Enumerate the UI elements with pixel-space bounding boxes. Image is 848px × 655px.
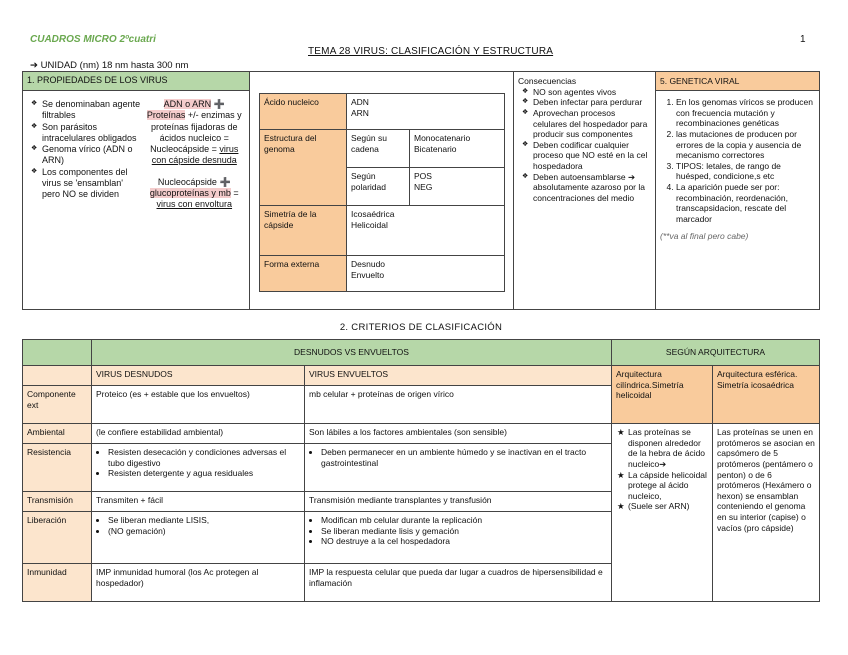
structure-value: ADN ARN [347,94,505,130]
composition-glyco: glucoproteínas y mb [149,187,231,198]
structure-label: Ácido nucleico [260,94,347,130]
list-item: ❖ Genoma vírico (ADN o ARN) [42,144,142,167]
list-item: ❖ NO son agentes vivos [533,87,651,98]
section5-title: 5. GENETICA VIRAL [656,72,819,91]
list-item: ❖ Deben infectar para perdurar [533,97,651,108]
consequences-box [514,71,656,310]
list-item: • NO destruye a la cel hospedadora [321,536,607,547]
cell-enveloped: IMP la respuesta celular que pueda dar lugar a cuadros de hipersensibilidad e inflamación [305,564,612,602]
composition-naked: virus con cápside desnuda [151,144,239,166]
list-item: ❖ Deben codificar cualquier proceso que NO esté en la cel hospedadora [533,140,651,172]
list-item: 3. TIPOS: letales, de rango de huésped, condicione,s etc [676,161,815,182]
structure-box [250,71,514,310]
composition-nucleocapsid: Nucleocápside [157,176,217,187]
list-item: ★ Las proteínas se disponen alrededor de la hebra de ácido nucleico➔ [628,427,708,470]
plus-icon: ➕ [219,176,231,187]
structure-label: Estructura del genoma [260,130,347,206]
list-item: ★ (Suele ser ARN) [628,501,708,512]
composition-text: +/- enzimas y proteínas fijadoras de ácidos nucleico = Nucleocápside = [150,110,242,154]
row-label: Transmisión [23,492,92,512]
section1-bullets [27,99,142,210]
list-item: ❖ Deben autoensamblarse ➔ absolutamente azaroso por la concentraciones del medio [533,172,651,204]
cell-enveloped: mb celular + proteínas de origen vírico [305,386,612,424]
cell-naked: Proteico (es + estable que los envueltos) [92,386,305,424]
list-item: • Resisten detergente y agua residuales [108,468,300,479]
cell-enveloped [305,444,612,492]
structure-sublabel: Según polaridad [347,168,410,206]
structure-value: POS NEG [410,168,505,206]
composition-enveloped: virus con envoltura [156,199,233,209]
section1-box [22,71,250,310]
list-item: • Resisten desecación y condiciones adversas el tubo digestivo [108,447,300,468]
composition-genome: ADN o ARN [163,99,212,109]
cell-naked [92,444,305,492]
structure-sublabel: Según su cadena [347,130,410,168]
list-item: • Modifican mb celular durante la replicación [321,515,607,526]
cell-cylindrical [612,424,713,602]
row-label: Componente ext [23,386,92,424]
cell-naked [92,512,305,564]
composition-eq: = [230,187,239,198]
cell-enveloped: Son lábiles a los factores ambientales (son sensible) [305,424,612,444]
section1-composition [142,99,245,210]
section5-box [656,71,820,310]
header-architecture: SEGÚN ARQUITECTURA [612,340,820,366]
structure-value: Icosaédrica Helicoidal [347,206,505,256]
list-item: 4. La aparición puede ser por: recombinación, reordenación, transcapsidacion, rescate del marcador [676,182,815,225]
row-label: Ambiental [23,424,92,444]
plus-icon: ➕ [213,99,225,109]
cell-enveloped: Transmisión mediante transplantes y transfusión [305,492,612,512]
list-item: • Se liberan mediante lisis y gemación [321,526,607,537]
structure-table [259,93,505,292]
structure-value: Monocatenario Bicatenario [410,130,505,168]
header-naked-vs-enveloped: DESNUDOS VS ENVUELTOS [92,340,612,366]
section5-note: (**va al final pero cabe) [660,230,749,241]
structure-label: Forma externa [260,256,347,292]
list-item: ❖ Los componentes del virus se 'ensamblan' pero NO se dividen [42,167,142,201]
list-item: • (NO gemación) [108,526,300,537]
unit-line: ➔ UNIDAD (nm) 18 nm hasta 300 nm [30,60,189,71]
doc-label: CUADROS MICRO 2ºcuatri [30,34,156,45]
composition-proteins: Proteínas [146,110,186,121]
list-item: • Deben permanecer en un ambiente húmedo y se inactivan en el tracto gastrointestinal [321,447,607,468]
structure-label: Simetría de la cápside [260,206,347,256]
list-item: • Se liberan mediante LISIS, [108,515,300,526]
col-spherical: Arquitectura esférica. Simetría icosaédrica [713,366,820,424]
list-item: 2. las mutaciones de producen por errores de la copia y ausencia de mecanismo correctores [676,129,815,161]
row-label: Liberación [23,512,92,564]
list-item: ❖ Se denominaban agente filtrables [42,99,142,122]
section1-title: 1. PROPIEDADES DE LOS VIRUS [23,72,249,91]
list-item: 1. En los genomas víricos se producen con frecuencia mutación y recombinaciones genéticas [676,97,815,129]
page-number: 1 [800,34,806,45]
cell-naked: (le confiere estabilidad ambiental) [92,424,305,444]
col-naked: VIRUS DESNUDOS [92,366,305,386]
list-item: ❖ Son parásitos intracelulares obligados [42,122,142,145]
consequences-title: Consecuencias [518,76,577,86]
cell-naked: IMP inmunidad humoral (los Ac protegen al hospedador) [92,564,305,602]
list-item: ★ La cápside helicoidal protege al ácido nucleico, [628,470,708,502]
col-cylindrical: Arquitectura cilíndrica.Simetría helicoidal [612,366,713,424]
classification-table [22,339,820,602]
row-label: Resistencia [23,444,92,492]
cell-spherical: Las proteínas se unen en protómeros se asocian en capsómero de 5 protómeros (pentámero o penton) o de 6 protómeros (Hexámero o hexon) se ensamblan conteniendo el genoma en su interior (capise) o vacíos (pro cápside) [713,424,820,602]
cell-naked: Transmiten + fácil [92,492,305,512]
structure-value: Desnudo Envuelto [347,256,505,292]
page-title: TEMA 28 VIRUS: CLASIFICACIÓN Y ESTRUCTURA [308,46,554,57]
cell-enveloped [305,512,612,564]
section2-title: 2. CRITERIOS DE CLASIFICACIÓN [339,322,503,333]
col-enveloped: VIRUS ENVUELTOS [305,366,612,386]
row-label: Inmunidad [23,564,92,602]
list-item: ❖ Aprovechan procesos celulares del hospedador para producir sus componentes [533,108,651,140]
